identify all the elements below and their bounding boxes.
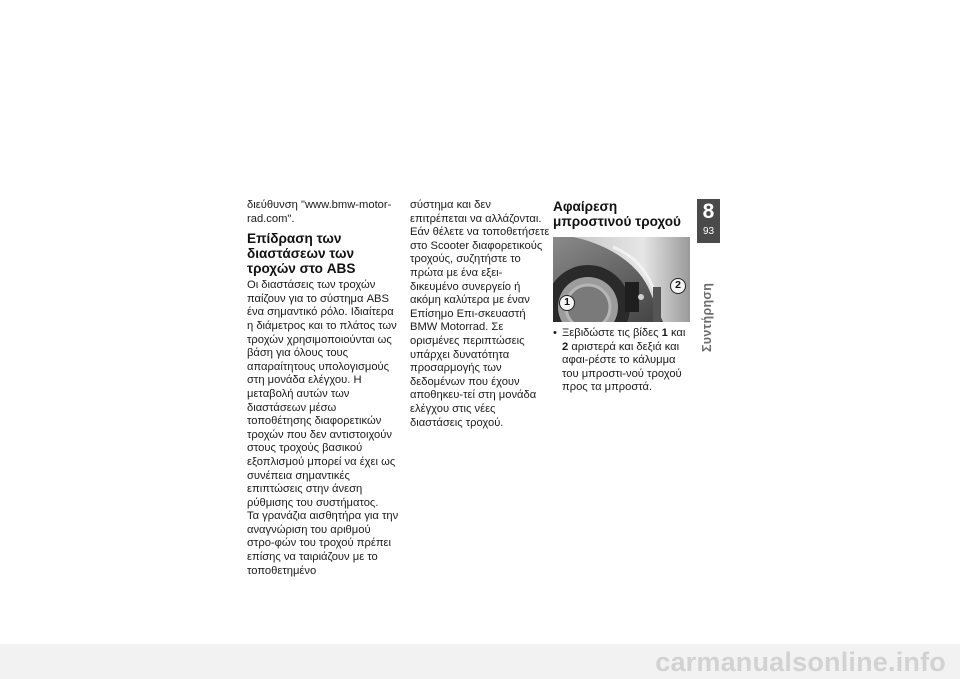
watermark-text: carmanualsonline.info xyxy=(655,647,946,677)
bullet-symbol: • xyxy=(553,327,557,339)
abs-paragraph-3: σύστημα και δεν επιτρέπεται να αλλάζονται. xyxy=(410,199,542,225)
intro-text: διεύθυνση "www.bmw-motor-rad.com". xyxy=(247,199,392,225)
section-heading-front-wheel: Αφαίρεση μπροστινού τροχού xyxy=(553,199,681,229)
instruction-text xyxy=(562,327,693,395)
instruction-part: αριστερά και δεξιά και αφαι-ρέστε το κάλυμμα του μπροστι-νού τροχού προς τα μπροστά. xyxy=(562,340,682,394)
instruction-part: Ξεβιδώστε τις βίδες xyxy=(562,327,662,339)
front-wheel-illustration xyxy=(553,237,690,322)
screw-ref-2: 2 xyxy=(562,340,569,353)
watermark-band xyxy=(0,644,960,679)
screw-ref-1: 1 xyxy=(661,327,668,339)
instruction-bullet xyxy=(553,327,693,395)
chapter-label: Συντήρηση xyxy=(700,282,714,352)
chapter-tab xyxy=(697,199,720,243)
column-left xyxy=(247,199,399,578)
section-heading-abs: Επίδραση των διαστάσεων των τροχών στο ABS xyxy=(247,231,356,277)
column-middle xyxy=(410,199,550,430)
abs-paragraph-1: Οι διαστάσεις των τροχών παίζουν για το σύστημα ABS ένα σημαντικό ρόλο. Ιδιαίτερα η διάμετρος και το πλάτος των τροχών χρησιμοποιούνται ως βάση για όλους τους απαραίτητους υπολογισμούς στη μονάδα ελέγχου. Η μεταβολή αυτών των διαστάσεων μέσω τοποθέτησης διαφορετικών τροχών που δεν αντιστοιχούν στους τροχούς βασικού εξοπλισμού μπορεί να έχει ως συνέπεια σημαντικές επιπτώσεις στην άνεση ρύθμισης του συστήματος. xyxy=(247,279,397,509)
front-wheel-photo xyxy=(553,237,690,322)
column-right xyxy=(553,199,693,395)
abs-paragraph-4: Εάν θέλετε να τοποθετήσετε στο Scooter διαφορετικούς τροχούς, συζητήστε το πρώτα με ένα εξει-δικευμένο συνεργείο ή ακόμη καλύτερα με έναν Επίσημο Επι-σκευαστή BMW Motorrad. Σε ορισμένες περιπτώσεις υπάρχει δυνατότητα προσαρμογής των δεδομένων που έχουν αποθηκευ-τεί στη μονάδα ελέγχου στις νέες διαστάσεις τροχού. xyxy=(410,226,550,429)
abs-paragraph-2: Τα γρανάζια αισθητήρα για την αναγνώριση του αριθμού στρο-φών του τροχού πρέπει επίσης να ταιριάζουν με το τοποθετημένο xyxy=(247,510,399,577)
callout-1: 1 xyxy=(559,295,575,311)
callout-2: 2 xyxy=(670,278,686,294)
page-number: 93 xyxy=(702,226,715,237)
instruction-part: και xyxy=(667,327,686,339)
chapter-number: 8 xyxy=(702,200,715,223)
